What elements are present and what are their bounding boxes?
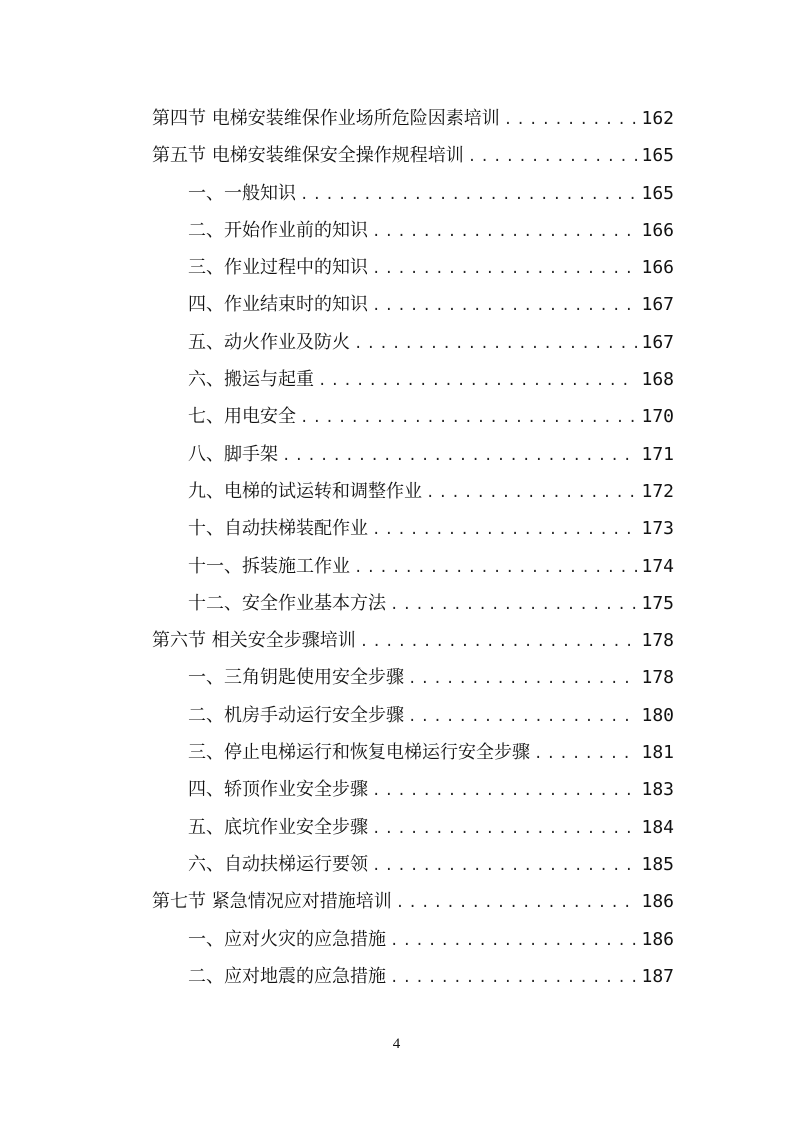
toc-entry-title: 十二、安全作业基本方法 <box>188 592 386 614</box>
toc-entry-title: 十一、拆装施工作业 <box>188 555 350 577</box>
toc-entry-title: 二、机房手动运行安全步骤 <box>188 704 404 726</box>
dot-leader <box>282 438 637 475</box>
toc-entry[interactable] <box>152 846 674 883</box>
toc-entry-title: 二、应对地震的应急措施 <box>188 965 386 987</box>
toc-entry-page: 166 <box>641 257 674 279</box>
toc-entry-page: 162 <box>641 108 674 129</box>
toc-entry[interactable] <box>152 548 674 585</box>
toc-entry-page: 185 <box>641 853 674 875</box>
toc-entry-title: 第四节 电梯安装维保作业场所危险因素培训 <box>152 108 500 129</box>
toc-entry[interactable] <box>152 809 674 846</box>
toc-entry-page: 168 <box>641 369 674 391</box>
toc-entry-title: 二、开始作业前的知识 <box>188 219 368 241</box>
toc-entry-title: 第七节 紧急情况应对措施培训 <box>152 891 392 913</box>
toc-entry-title: 五、动火作业及防火 <box>188 331 350 353</box>
toc-entry[interactable] <box>152 286 674 323</box>
dot-leader <box>354 326 637 363</box>
dot-leader <box>390 960 637 997</box>
dot-leader <box>360 624 638 661</box>
toc-entry-page: 172 <box>641 480 674 502</box>
dot-leader <box>318 363 637 400</box>
toc-entry[interactable] <box>152 659 674 696</box>
dot-leader <box>468 139 638 176</box>
toc-entry-title: 四、轿顶作业安全步骤 <box>188 779 368 801</box>
table-of-contents <box>152 100 674 995</box>
toc-entry[interactable] <box>152 585 674 622</box>
toc-entry[interactable] <box>152 137 674 174</box>
toc-entry-title: 三、停止电梯运行和恢复电梯运行安全步骤 <box>188 742 530 764</box>
toc-entry-title: 六、自动扶梯运行要领 <box>188 853 368 875</box>
toc-entry-page: 167 <box>641 331 674 353</box>
dot-leader <box>396 885 638 922</box>
dot-leader <box>354 550 637 587</box>
toc-entry[interactable] <box>152 212 674 249</box>
toc-entry[interactable] <box>152 398 674 435</box>
toc-entry-page: 170 <box>641 406 674 428</box>
toc-entry[interactable] <box>152 622 674 659</box>
toc-entry[interactable] <box>152 510 674 547</box>
toc-entry-page: 184 <box>641 816 674 838</box>
toc-entry[interactable] <box>152 734 674 771</box>
toc-entry-page: 173 <box>641 518 674 540</box>
dot-leader <box>408 699 637 736</box>
toc-entry-title: 一、应对火灾的应急措施 <box>188 928 386 950</box>
toc-entry[interactable] <box>152 883 674 920</box>
dot-leader <box>408 661 637 698</box>
toc-entry-page: 165 <box>641 182 674 204</box>
toc-entry-page: 183 <box>641 779 674 801</box>
toc-entry-page: 186 <box>641 891 674 913</box>
toc-entry-title: 四、作业结束时的知识 <box>188 294 368 316</box>
toc-entry[interactable] <box>152 436 674 473</box>
toc-entry-title: 十、自动扶梯装配作业 <box>188 518 368 540</box>
toc-entry-title: 第六节 相关安全步骤培训 <box>152 630 356 652</box>
toc-entry[interactable] <box>152 958 674 995</box>
dot-leader <box>372 288 637 325</box>
dot-leader <box>372 773 637 810</box>
toc-entry-title: 第五节 电梯安装维保安全操作规程培训 <box>152 145 464 167</box>
dot-leader <box>372 251 637 288</box>
toc-entry-page: 187 <box>641 965 674 987</box>
toc-entry[interactable] <box>152 697 674 734</box>
toc-entry[interactable] <box>152 771 674 808</box>
dot-leader <box>390 587 637 624</box>
dot-leader <box>372 848 637 885</box>
toc-entry-title: 一、三角钥匙使用安全步骤 <box>188 667 404 689</box>
toc-entry-page: 175 <box>641 592 674 614</box>
toc-entry-page: 186 <box>641 928 674 950</box>
toc-entry[interactable] <box>152 473 674 510</box>
toc-entry[interactable] <box>152 921 674 958</box>
toc-entry-title: 三、作业过程中的知识 <box>188 257 368 279</box>
dot-leader <box>534 736 637 773</box>
dot-leader <box>504 102 638 139</box>
toc-entry[interactable] <box>152 100 674 137</box>
dot-leader <box>390 923 637 960</box>
toc-entry-page: 178 <box>641 667 674 689</box>
dot-leader <box>426 475 637 512</box>
toc-entry-page: 171 <box>641 443 674 465</box>
dot-leader <box>372 811 637 848</box>
dot-leader <box>300 400 637 437</box>
toc-entry-page: 174 <box>641 555 674 577</box>
toc-entry[interactable] <box>152 324 674 361</box>
toc-entry-title: 六、搬运与起重 <box>188 369 314 391</box>
toc-entry-page: 166 <box>641 219 674 241</box>
toc-entry-page: 178 <box>641 630 674 652</box>
toc-entry-title: 一、一般知识 <box>188 182 296 204</box>
dot-leader <box>300 177 637 214</box>
toc-entry-page: 167 <box>641 294 674 316</box>
page-number: 4 <box>392 1036 401 1052</box>
toc-entry-page: 181 <box>641 742 674 764</box>
toc-entry-title: 八、脚手架 <box>188 443 278 465</box>
toc-entry[interactable] <box>152 249 674 286</box>
toc-entry-title: 九、电梯的试运转和调整作业 <box>188 480 422 502</box>
toc-entry-page: 180 <box>641 704 674 726</box>
dot-leader <box>372 214 637 251</box>
toc-entry-title: 七、用电安全 <box>188 406 296 428</box>
toc-entry[interactable] <box>152 175 674 212</box>
toc-entry-page: 165 <box>641 145 674 167</box>
toc-entry-title: 五、底坑作业安全步骤 <box>188 816 368 838</box>
dot-leader <box>372 512 637 549</box>
toc-entry[interactable] <box>152 361 674 398</box>
